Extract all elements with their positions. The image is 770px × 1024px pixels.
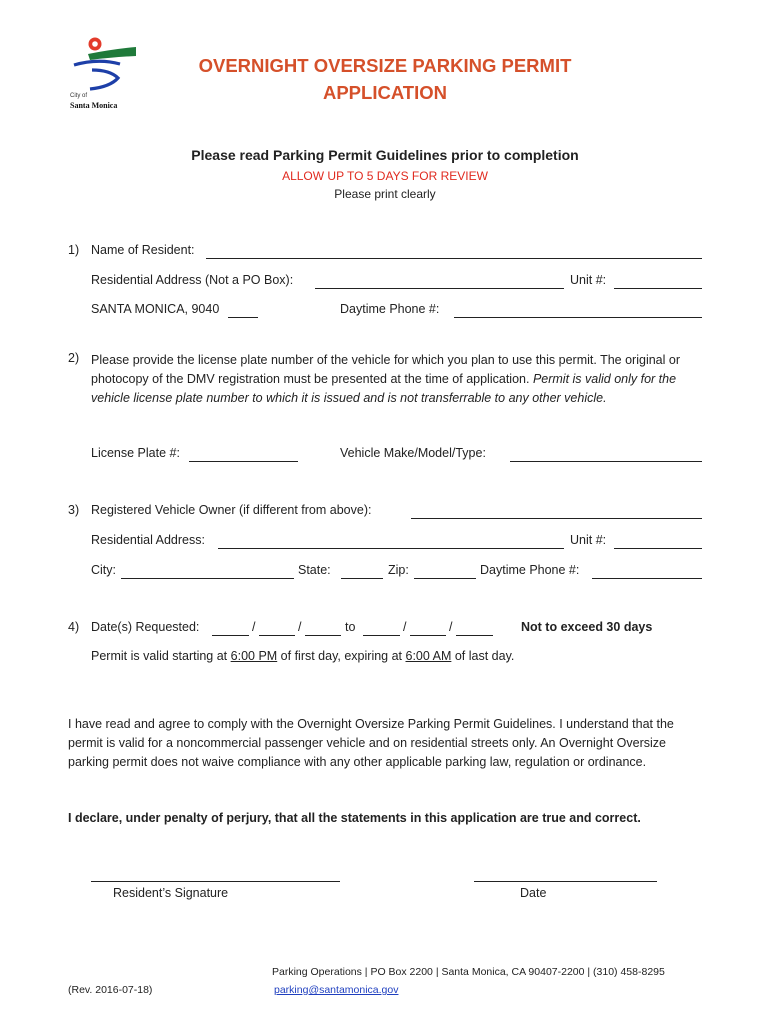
logo-org-line1: City of	[70, 93, 88, 99]
validity-suffix: of last day.	[451, 649, 515, 663]
contact-info: Parking Operations | PO Box 2200 | Santa Monica, CA 90407-2200 | (310) 458-8295	[272, 966, 665, 978]
vehicle-make-label: Vehicle Make/Model/Type:	[340, 446, 486, 460]
santa-monica-logo-icon	[66, 34, 146, 96]
validity-prefix: Permit is valid starting at	[91, 649, 231, 663]
end-day-field[interactable]	[410, 635, 446, 636]
title-line1: OVERNIGHT OVERSIZE PARKING PERMIT	[198, 55, 572, 76]
start-month-field[interactable]	[212, 635, 249, 636]
validity-note	[91, 649, 514, 663]
signature-label: Resident’s Signature	[113, 886, 229, 900]
title-line2: APPLICATION	[322, 82, 448, 103]
daytime-phone-field[interactable]	[454, 317, 702, 318]
owner-address-field[interactable]	[218, 548, 564, 549]
owner-unit-field[interactable]	[614, 548, 702, 549]
end-month-field[interactable]	[363, 635, 400, 636]
validity-start-time: 6:00 PM	[230, 649, 278, 663]
license-plate-field[interactable]	[189, 461, 298, 462]
residential-address-field[interactable]	[315, 288, 564, 289]
date-separator: /	[298, 620, 302, 634]
city-prefix-label: SANTA MONICA, 9040	[91, 302, 220, 316]
city-label: City:	[91, 563, 116, 577]
section2-instructions	[91, 351, 706, 408]
date-separator: /	[252, 620, 256, 634]
unit-label: Unit #:	[570, 273, 607, 287]
section3-number: 3)	[68, 503, 80, 517]
logo-org-line2: Santa Monica	[70, 101, 118, 110]
daytime-phone-label: Daytime Phone #:	[340, 302, 440, 316]
state-label: State:	[298, 563, 331, 577]
city-field[interactable]	[121, 578, 294, 579]
date-separator: /	[403, 620, 407, 634]
form-title	[150, 52, 620, 106]
to-label: to	[345, 620, 356, 634]
date-label: Date	[520, 886, 547, 900]
agreement-text: I have read and agree to comply with the Overnight Oversize Parking Permit Guidelines. I understand that the permit is valid for a noncommercial passenger vehicle and on residential streets only. An Overnight Oversize parking permit does not waive compliance with any other applicable parking law, regulation or ordinance.	[68, 717, 674, 769]
start-day-field[interactable]	[259, 635, 295, 636]
owner-phone-label: Daytime Phone #:	[480, 563, 580, 577]
print-notice: Please print clearly	[334, 187, 436, 201]
resident-name-label: Name of Resident:	[91, 243, 195, 257]
owner-unit-label: Unit #:	[570, 533, 607, 547]
zip-field[interactable]	[414, 578, 476, 579]
license-plate-label: License Plate #:	[91, 446, 180, 460]
section1-number: 1)	[68, 243, 80, 257]
section2-italic-text: Permit is valid only for the vehicle license plate number to which it is issued and is not transferrable to any other vehicle.	[91, 372, 677, 405]
validity-end-time: 6:00 AM	[405, 649, 452, 663]
vehicle-make-field[interactable]	[510, 461, 702, 462]
zip-suffix-field[interactable]	[228, 317, 258, 318]
section4-number: 4)	[68, 620, 80, 634]
revision-label: (Rev. 2016-07-18)	[68, 984, 153, 996]
owner-address-label: Residential Address:	[91, 533, 205, 547]
end-year-field[interactable]	[456, 635, 493, 636]
dates-requested-label: Date(s) Requested:	[91, 620, 200, 634]
owner-phone-field[interactable]	[592, 578, 702, 579]
limit-note: Not to exceed 30 days	[521, 620, 653, 634]
city-logo	[66, 34, 146, 112]
instructions-heading: Please read Parking Permit Guidelines prior to completion	[191, 147, 579, 163]
unit-field[interactable]	[614, 288, 702, 289]
section2-number: 2)	[68, 351, 80, 365]
start-year-field[interactable]	[305, 635, 341, 636]
date-field[interactable]	[474, 881, 657, 882]
declaration-text: I declare, under penalty of perjury, that all the statements in this application are true and correct.	[68, 811, 641, 825]
email-link[interactable]: parking@santamonica.gov	[274, 984, 399, 996]
resident-name-field[interactable]	[206, 258, 702, 259]
date-separator: /	[449, 620, 453, 634]
signature-field[interactable]	[91, 881, 340, 882]
section2-plain-text: Please provide the license plate number of the vehicle for which you plan to use this permit. The original or photocopy of the DMV registration must be presented at the time of application.	[91, 353, 680, 386]
residential-address-label: Residential Address (Not a PO Box):	[91, 273, 294, 287]
validity-middle: of first day, expiring at	[277, 649, 406, 663]
state-field[interactable]	[341, 578, 383, 579]
owner-label: Registered Vehicle Owner (if different from above):	[91, 503, 372, 517]
review-notice: ALLOW UP TO 5 DAYS FOR REVIEW	[282, 169, 488, 183]
zip-label: Zip:	[388, 563, 409, 577]
owner-field[interactable]	[411, 518, 702, 519]
